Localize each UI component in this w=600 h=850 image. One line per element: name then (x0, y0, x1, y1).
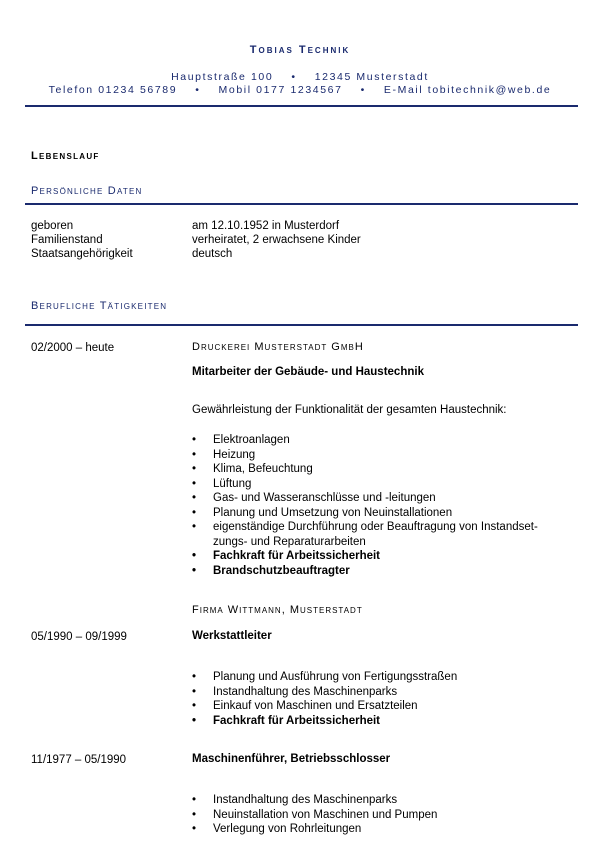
list-item: • Elektroanlagen (192, 433, 562, 448)
contact-line: Telefon 01234 56789 • Mobil 0177 1234567 • E-Mail tobitechnik@web.de (48, 84, 552, 96)
list-item: • Klima, Befeuchtung (192, 462, 562, 477)
section-heading-career: Berufliche Tätigkeiten (31, 300, 168, 312)
job-period: 11/1977 – 05/1990 (31, 754, 127, 766)
job-role: Mitarbeiter der Gebäude- und Haustechnik (192, 366, 424, 378)
personal-value-marital: verheiratet, 2 erwachsene Kinder (192, 234, 361, 246)
header-divider (25, 105, 578, 107)
list-item: • Gas- und Wasseranschlüsse und -leitungen (192, 491, 562, 506)
personal-label-marital: Familienstand (31, 234, 103, 246)
list-item: • eigenständige Durchführung oder Beauftragung von Instandset-zungs- und Reparaturarbeiten (192, 520, 562, 549)
section-divider-career (25, 324, 578, 326)
list-item: • Planung und Ausführung von Fertigungsstraßen (192, 670, 562, 685)
list-item: • Verlegung von Rohrleitungen (192, 822, 562, 837)
section-divider-personal (25, 203, 578, 205)
list-item: • Heizung (192, 448, 562, 463)
list-item: • Neuinstallation von Maschinen und Pumpen (192, 808, 562, 823)
job-period: 02/2000 – heute (31, 342, 115, 354)
list-item: • Instandhaltung des Maschinenparks (192, 793, 562, 808)
job-task-list (192, 793, 562, 837)
job-task-list (192, 670, 562, 728)
job-role: Werkstattleiter (192, 630, 272, 642)
address-line: Hauptstraße 100 • 12345 Musterstadt (171, 71, 429, 83)
list-item: • Lüftung (192, 477, 562, 492)
list-item: • Fachkraft für Arbeitssicherheit (192, 549, 562, 564)
job-period: 05/1990 – 09/1999 (31, 631, 127, 643)
list-item: • Instandhaltung des Maschinenparks (192, 685, 562, 700)
list-item: • Fachkraft für Arbeitssicherheit (192, 714, 562, 729)
job-company: Firma Wittmann, Musterstadt (192, 604, 363, 616)
list-item: • Brandschutzbeauftragter (192, 564, 562, 579)
personal-label-born: geboren (31, 220, 74, 232)
job-intro: Gewährleistung der Funktionalität der gesamten Haustechnik: (192, 404, 507, 416)
job-task-list (192, 433, 562, 578)
document-title: Lebenslauf (31, 150, 100, 162)
personal-value-nationality: deutsch (192, 248, 233, 260)
list-item: • Planung und Umsetzung von Neuinstallationen (192, 506, 562, 521)
job-role: Maschinenführer, Betriebsschlosser (192, 753, 391, 765)
personal-value-born: am 12.10.1952 in Musterdorf (192, 220, 340, 232)
resume-name: Tobias Technik (249, 44, 351, 56)
section-heading-personal: Persönliche Daten (31, 185, 143, 197)
job-company: Druckerei Musterstadt GmbH (192, 341, 364, 353)
list-item: • Einkauf von Maschinen und Ersatzteilen (192, 699, 562, 714)
personal-label-nationality: Staatsangehörigkeit (31, 248, 133, 260)
